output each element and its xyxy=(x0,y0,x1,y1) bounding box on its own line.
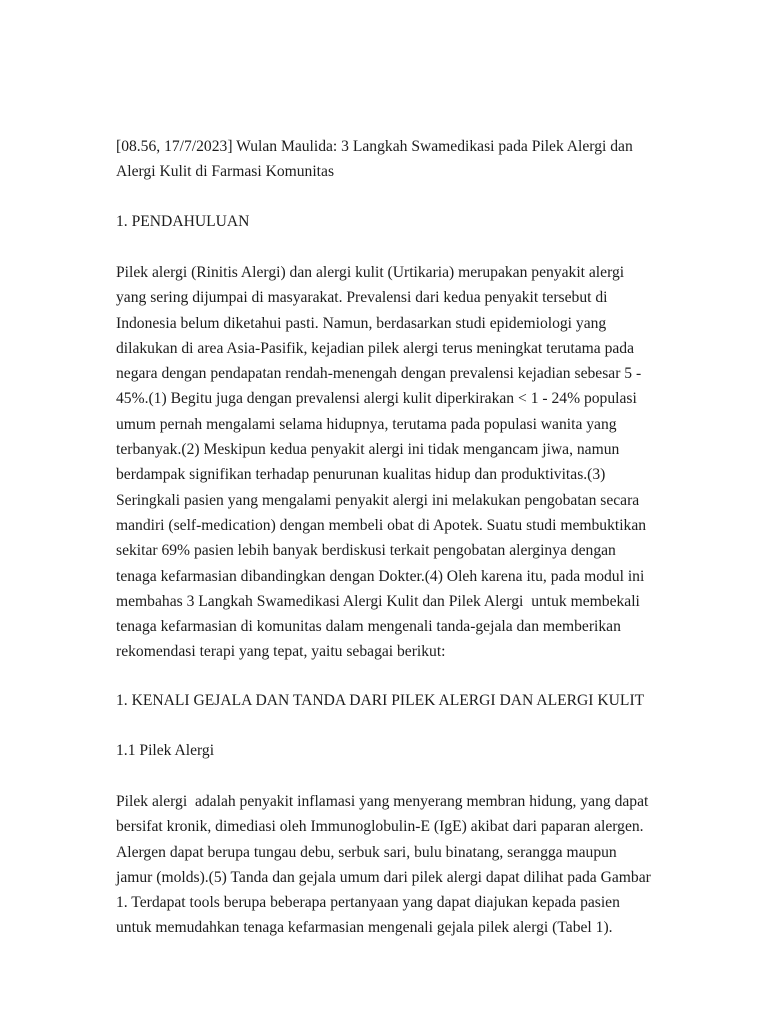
heading-pilek-alergi xyxy=(116,738,656,763)
paragraph-line: membahas 3 Langkah Swamedikasi Alergi Kulit dan Pilek Alergi untuk membekali xyxy=(116,592,640,610)
paragraph-line: tenaga kefarmasian dibandingkan dengan Dokter.(4) Oleh karena itu, pada modul ini xyxy=(116,567,645,585)
document-title xyxy=(116,134,656,185)
paragraph-line: 45%.(1) Begitu juga dengan prevalensi alergi kulit diperkirakan < 1 - 24% populasi xyxy=(116,390,637,408)
paragraph-line: rekomendasi terapi yang tepat, yaitu sebagai berikut: xyxy=(116,643,446,661)
paragraph-line: Pilek alergi adalah penyakit inflamasi yang menyerang membran hidung, yang dapat xyxy=(116,793,649,810)
paragraph-line: terbanyak.(2) Meskipun kedua penyakit alergi ini tidak mengancam jiwa, namun xyxy=(116,441,620,459)
subsection-heading: 1.1 Pilek Alergi xyxy=(116,742,215,759)
paragraph-line: umum pernah mengalami selama hidupnya, terutama pada populasi wanita yang xyxy=(116,415,617,433)
section-heading: 1. PENDAHULUAN xyxy=(116,213,250,230)
paragraph-line: 1. Terdapat tools berupa beberapa pertanyaan yang dapat diajukan kepada pasien xyxy=(116,894,620,912)
section-heading: 1. KENALI GEJALA DAN TANDA DARI PILEK ALERGI DAN ALERGI KULIT xyxy=(116,692,645,709)
paragraph-line: Pilek alergi (Rinitis Alergi) dan alergi kulit (Urtikaria) merupakan penyakit alergi xyxy=(116,264,625,281)
heading-pendahuluan xyxy=(116,209,656,234)
paragraph-line: mandiri (self-medication) dengan membeli obat di Apotek. Suatu studi membuktikan xyxy=(116,516,647,534)
paragraph-line: yang sering dijumpai di masyarakat. Prevalensi dari kedua penyakit tersebut di xyxy=(116,289,608,307)
paragraph-line: bersifat kronik, dimediasi oleh Immunoglobulin-E (IgE) akibat dari paparan alergen. xyxy=(116,818,644,836)
paragraph-line: Indonesia belum diketahui pasti. Namun, berdasarkan studi epidemiologi yang xyxy=(116,314,607,332)
paragraph-line: Seringkali pasien yang mengalami penyakit alergi ini melakukan pengobatan secara xyxy=(116,491,640,509)
paragraph-line: sekitar 69% pasien lebih banyak berdiskusi terkait pengobatan alerginya dengan xyxy=(116,542,616,560)
title-line: [08.56, 17/7/2023] Wulan Maulida: 3 Langkah Swamedikasi pada Pilek Alergi dan xyxy=(116,138,633,155)
paragraph-line: Alergen dapat berupa tungau debu, serbuk sari, bulu binatang, serangga maupun xyxy=(116,843,617,861)
paragraph-line: berdampak signifikan terhadap penurunan kualitas hidup dan produktivitas.(3) xyxy=(116,466,606,484)
heading-kenali-gejala xyxy=(116,688,656,713)
paragraph-line: tenaga kefarmasian di komunitas dalam mengenali tanda-gejala dan memberikan xyxy=(116,618,621,636)
intro-paragraph xyxy=(116,260,656,665)
paragraph-line: dilakukan di area Asia-Pasifik, kejadian pilek alergi terus meningkat terutama pada xyxy=(116,339,635,357)
paragraph-line: negara dengan pendapatan rendah-menengah dengan prevalensi kejadian sebesar 5 - xyxy=(116,365,642,383)
paragraph-line: jamur (molds).(5) Tanda dan gejala umum dari pilek alergi dapat dilihat pada Gambar xyxy=(116,868,651,886)
pilek-paragraph xyxy=(116,789,656,941)
paragraph-line: untuk memudahkan tenaga kefarmasian mengenali gejala pilek alergi (Tabel 1). xyxy=(116,919,613,937)
title-line: Alergi Kulit di Farmasi Komunitas xyxy=(116,163,335,181)
